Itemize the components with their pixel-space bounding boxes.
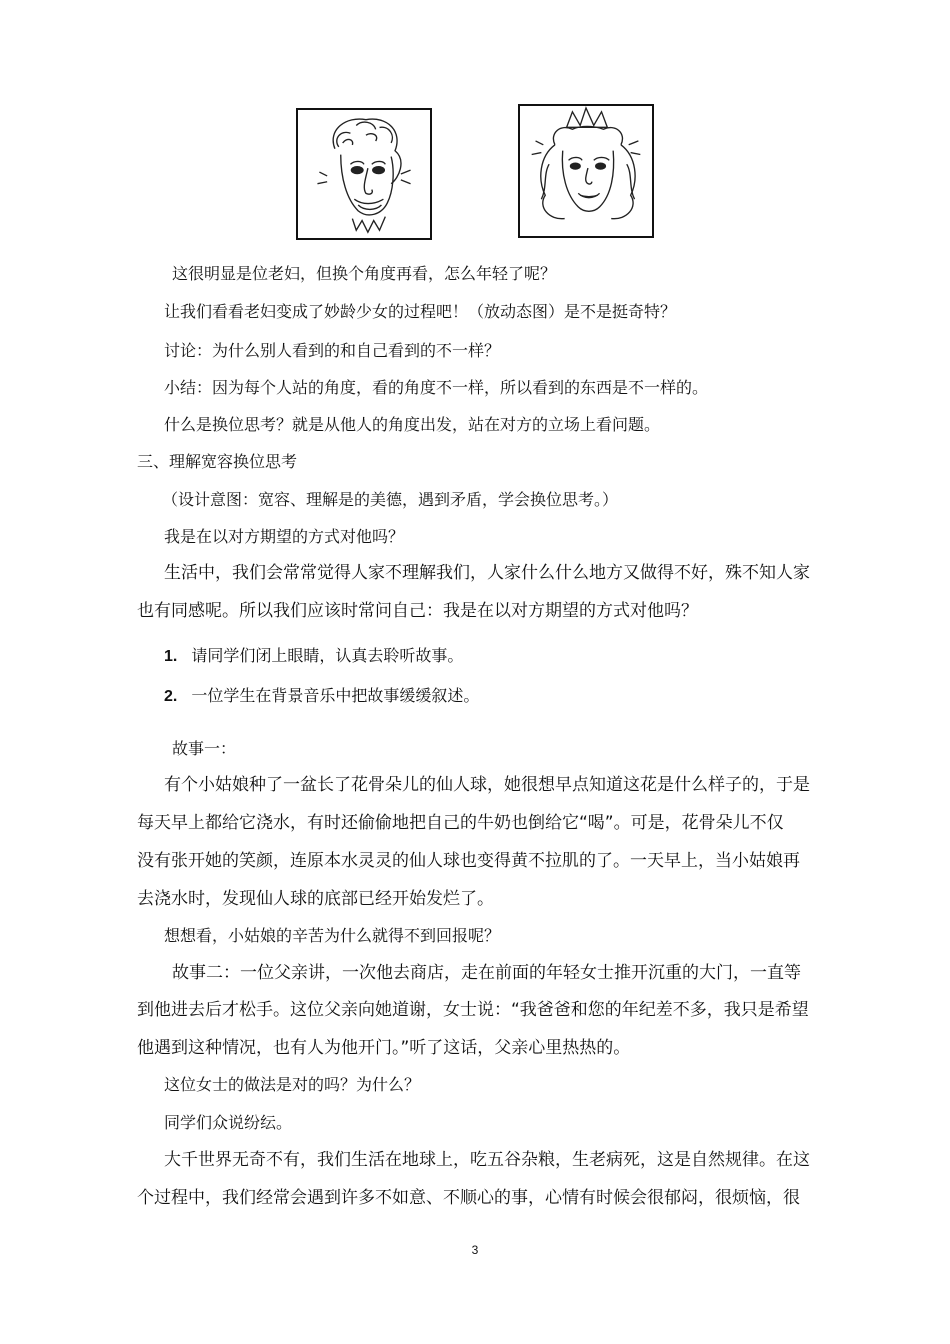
paragraph-transformation: 让我们看看老妇变成了妙龄少女的过程吧！（放动态图）是不是挺奇特？ — [164, 302, 677, 321]
life-paragraph-line1: 生活中，我们会常常觉得人家不理解我们，人家什么什么地方又做得不好，殊不知人家 — [164, 563, 810, 583]
paragraph-old-woman: 这很明显是位老妇，但换个角度再看，怎么年轻了呢？ — [172, 264, 557, 283]
list-text: 请同学们闭上眼睛，认真去聆听故事。 — [191, 646, 464, 665]
young-woman-figure — [518, 104, 654, 238]
list-number: 2. — [164, 688, 178, 705]
list-item — [0, 646, 950, 667]
page-number: 3 — [471, 1243, 479, 1257]
story2-line3: 他遇到这种情况，也有人为他开门。”听了这话，父亲心里热热的。 — [137, 1038, 631, 1058]
story2-line1: 故事二：一位父亲讲，一次他去商店，走在前面的年轻女士推开沉重的大门，一直等 — [172, 963, 801, 983]
question-correct: 这位女士的做法是对的吗？为什么？ — [164, 1075, 421, 1094]
question-expectation: 我是在以对方期望的方式对他吗？ — [164, 527, 405, 546]
discussion-note: 同学们众说纷纭。 — [164, 1113, 293, 1132]
paragraph-definition: 什么是换位思考？就是从他人的角度出发，站在对方的立场上看问题。 — [164, 415, 661, 434]
list-item — [0, 686, 950, 707]
paragraph-summary: 小结：因为每个人站的角度，看的角度不一样，所以看到的东西是不一样的。 — [164, 378, 709, 397]
story1-line3: 没有张开她的笑颜，连原本水灵灵的仙人球也变得黄不拉肌的了。一天早上，当小姑娘再 — [137, 851, 800, 871]
life-paragraph-line2: 也有同感呢。所以我们应该时常问自己：我是在以对方期望的方式对他吗？ — [137, 601, 698, 621]
story2-line2: 到他进去后才松手。这位父亲向她道谢，女士说：“我爸爸和您的年纪差不多，我只是希望 — [137, 1000, 809, 1020]
story1-line1: 有个小姑娘种了一盆长了花骨朵儿的仙人球，她很想早点知道这花是什么样子的，于是 — [164, 775, 810, 795]
list-number: 1. — [164, 648, 178, 665]
world-line2: 个过程中，我们经常会遇到许多不如意、不顺心的事，心情有时候会很郁闷，很烦恼，很 — [137, 1188, 800, 1208]
world-line1: 大千世界无奇不有，我们生活在地球上，吃五谷杂粮，生老病死，这是自然规律。在这 — [164, 1150, 810, 1170]
story1-line4: 去浇水时，发现仙人球的底部已经开始发烂了。 — [137, 889, 494, 909]
story1-line2: 每天早上都给它浇水，有时还偷偷地把自己的牛奶也倒给它“喝”。可是，花骨朵儿不仅 — [137, 813, 784, 833]
story1-title: 故事一： — [172, 739, 237, 758]
section-heading: 三、理解宽容换位思考 — [137, 452, 298, 471]
paragraph-discussion: 讨论：为什么别人看到的和自己看到的不一样？ — [164, 341, 501, 360]
think-question: 想想看，小姑娘的辛苦为什么就得不到回报呢？ — [164, 926, 501, 945]
old-woman-face-icon — [298, 110, 430, 238]
design-intent: （设计意图：宽容、理解是的美德，遇到矛盾，学会换位思考。） — [162, 490, 619, 509]
list-text: 一位学生在背景音乐中把故事缓缓叙述。 — [191, 686, 480, 705]
young-woman-crown-icon — [520, 106, 652, 236]
old-woman-figure — [296, 108, 432, 240]
